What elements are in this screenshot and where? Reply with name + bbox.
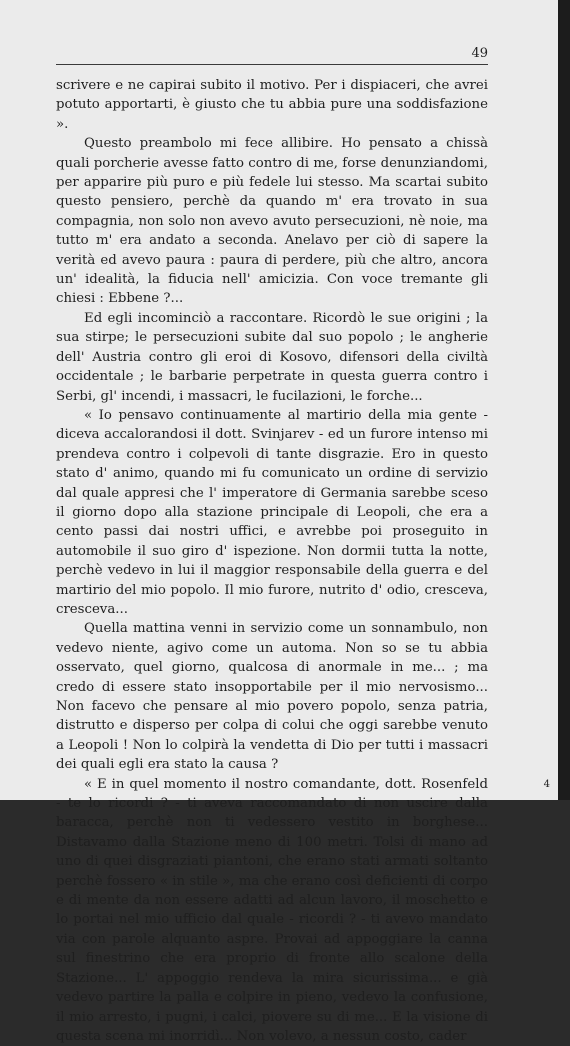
page-header: [56, 44, 488, 65]
paragraph: « Io pensavo continuamente al martirio della mia gente - diceva accalorandosi il dott. Svinjarev - ed un furore intenso mi prendeva contro i colpevoli di tante disgrazie. Ero in questo stato d' animo, quando mi fu comunicato un ordine di servizio dal quale appresi che l' imperatore di Germania sarebbe sceso il giorno dopo alla stazione principale di Leopoli, che era a cento passi dai nostri uffici, e avrebbe poi proseguito in automobile il suo giro d' ispezione. Non dormii tutta la notte, perchè vedevo in lui il maggior responsabile della guerra e del martirio del mio popolo. Il mio furore, nutrito d' odio, cresceva, cresceva...: [56, 407, 488, 617]
paragraph: Ed egli incominciò a raccontare. Ricordò le sue origini ; la sua stirpe; le persecuzioni subite dal suo popolo ; le angherie dell' Austria contro gli eroi di Kosovo, difensori della civiltà occidentale ; le barbarie perpetrate in questa guerra contro i Serbi, gl' incendi, i massacri, le fucilazioni, le forche...: [56, 310, 488, 404]
page-edge: [558, 0, 570, 800]
paragraph: Questo preambolo mi fece allibire. Ho pensato a chissà quali porcherie avesse fatto contro di me, forse denunziandomi, per apparire più puro e più fedele lui stesso. Ma scartai subito questo pensiero, perchè da quando m' era trovato in sua compagnia, non solo non avevo avuto persecuzioni, nè noie, ma tutto m' era andato a seconda. Anelavo per ciò di sapere la verità ed avevo paura : paura di perdere, più che altro, ancora un' idealità, la fiducia nell' amicizia. Con voce tremante gli chiesi : Ebbene ?...: [56, 136, 488, 307]
paragraph: scrivere e ne capirai subito il motivo. Per i dispiaceri, che avrei potuto apportarti, è giusto che tu abbia pure una soddisfazione ».: [56, 78, 488, 132]
paragraph: « E in quel momento il nostro comandante, dott. Rosenfeld - te lo ricordi ? - ti aveva raccomandato di non uscire dalla baracca, perchè non ti vedessero vestito in borghese... Distavamo dalla Stazione meno di 100 metri. Tolsi di mano ad uno di quei disgraziati piantoni, che erano stati armati soltanto perchè fossero « in stile », ma che erano così deficienti di corpo e di mente da non essere adatti ad alcun lavoro, il moschetto e lo portai nel mio ufficio dal quale - ricordi ? - ti avevo mandato via con parole alquanto aspre. Provai ad appoggiare la canna sul finestrino che era proprio di fronte allo scalone della Stazione... L' appoggio rendeva la mira sicurissima... e già vedevo partire la palla e colpire in pieno, vedevo la confusione, il mio arresto, i pugni, i calci, piovere su di me... E la visione di questa scena mi inorridì... Non volevo, a nessun costo, cader: [56, 776, 488, 1044]
page-number: 49: [471, 46, 488, 61]
body-text: [56, 76, 488, 1046]
paragraph: Quella mattina venni in servizio come un sonnambulo, non vedevo niente, agivo come un automa. Non so se tu abbia osservato, quel giorno, qualcosa di anormale in me... ; ma credo di essere stato insopportabile per il mio nervosismo... Non facevo che pensare al mio povero popolo, senza patria, distrutto e disperso per colpa di colui che oggi sarebbe venuto a Leopoli ! Non lo colpirà la vendetta di Dio per tutti i massacri dei quali egli era stato la causa ?: [56, 621, 488, 773]
corner-mark: 4: [543, 779, 550, 790]
